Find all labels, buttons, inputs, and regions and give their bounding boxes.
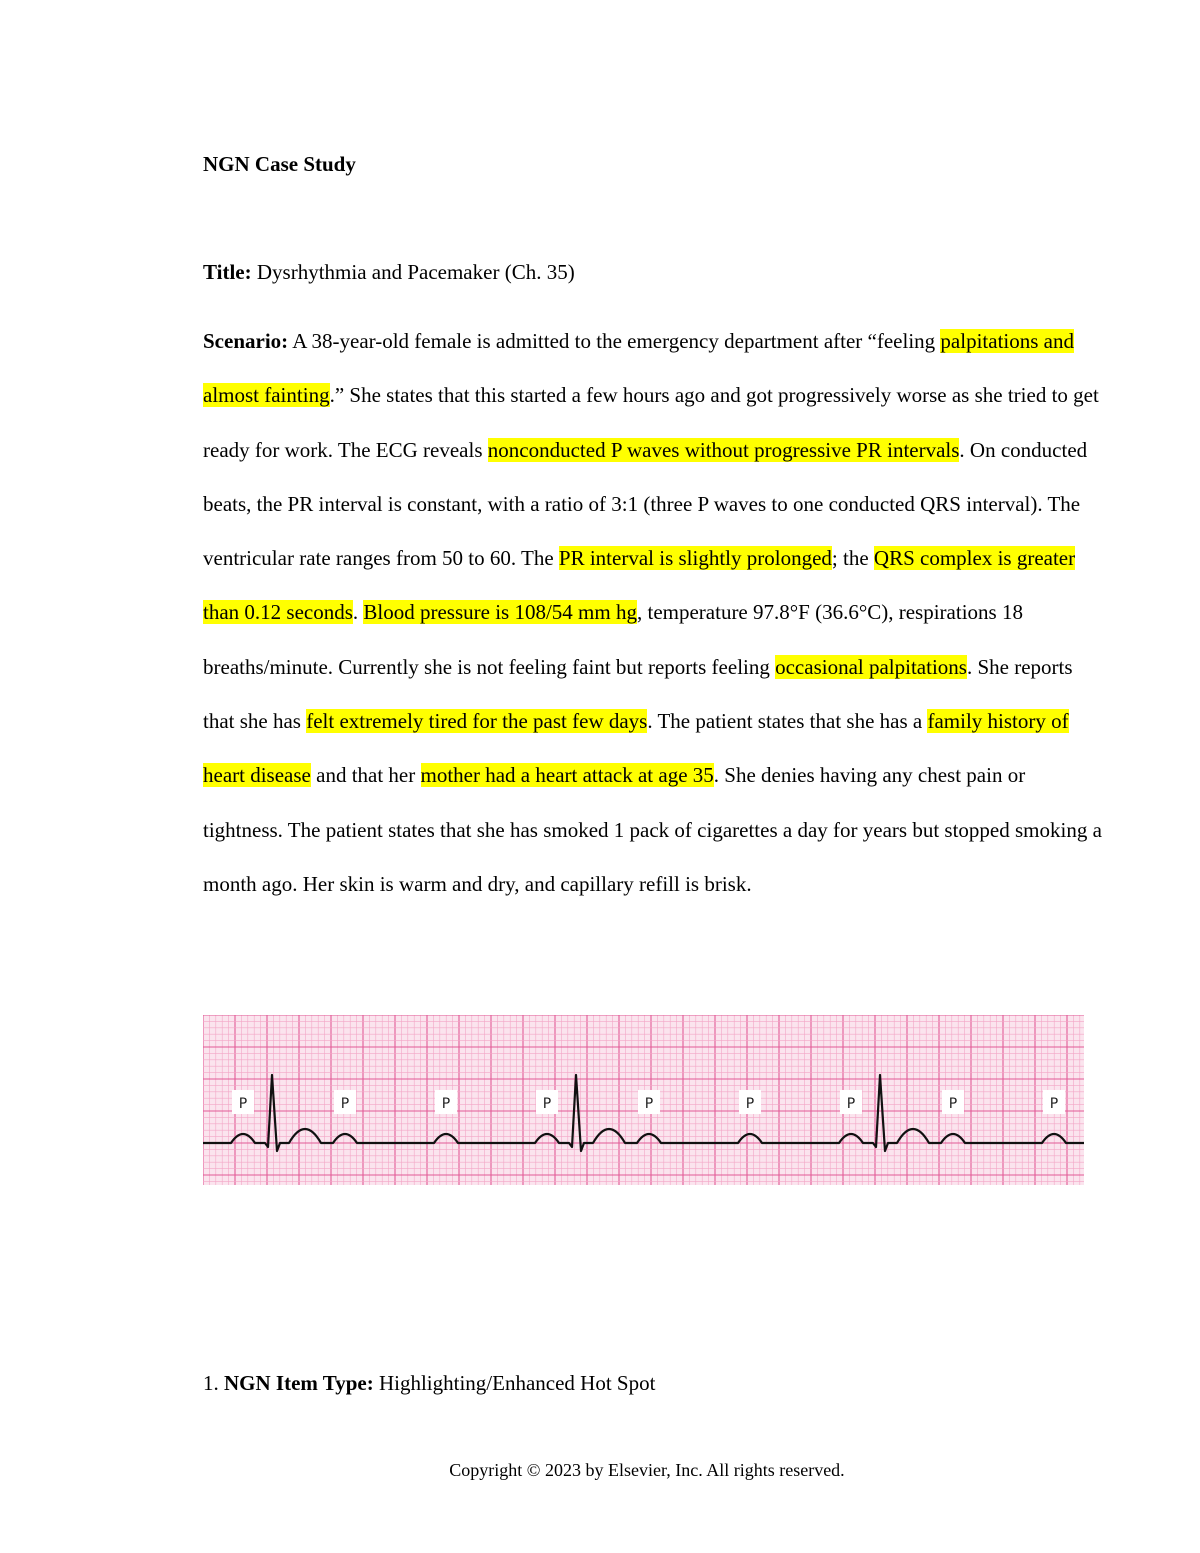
scenario-text: A 38-year-old female is admitted to the emergency department after “feeling bbox=[288, 329, 941, 353]
scenario-text: . She denies having any chest pain or tightness. The patient states that she has smoked 1 pack of cigarettes a day for years but stopped smoking a month ago. Her skin is warm and dry, and capillary refill is brisk. bbox=[203, 763, 1102, 896]
title-value: Dysrhythmia and Pacemaker (Ch. 35) bbox=[256, 260, 575, 284]
highlighted-phrase: palpitations and almost fainting bbox=[203, 329, 1074, 408]
p-wave-label: P bbox=[745, 1096, 755, 1112]
scenario-text: . She reports that she has bbox=[203, 654, 1073, 734]
p-wave-label: P bbox=[340, 1096, 350, 1112]
title-label: Title: bbox=[203, 260, 252, 284]
p-wave-label: P bbox=[1049, 1096, 1059, 1112]
copyright-footer: Copyright © 2023 by Elsevier, Inc. All rights reserved. bbox=[449, 1460, 845, 1480]
question-1 bbox=[203, 1371, 655, 1396]
question-item-type-value: Highlighting/Enhanced Hot Spot bbox=[378, 1371, 656, 1395]
highlighted-phrase: PR interval is slightly prolonged bbox=[558, 546, 832, 571]
p-wave-label: P bbox=[846, 1096, 856, 1112]
scenario-text: ; the bbox=[831, 546, 874, 571]
highlighted-phrase: occasional palpitations bbox=[775, 654, 967, 679]
highlighted-phrase: mother had a heart attack at age 35 bbox=[420, 763, 714, 788]
scenario-label: Scenario: bbox=[203, 329, 289, 353]
highlighted-phrase: Blood pressure is 108/54 mm hg bbox=[363, 600, 637, 625]
title-line bbox=[203, 260, 575, 285]
highlighted-phrase: QRS complex is greater than 0.12 seconds bbox=[203, 546, 1076, 625]
question-number: 1. bbox=[203, 1371, 219, 1395]
highlighted-phrase: nonconducted P waves without progressive PR intervals bbox=[487, 437, 960, 462]
highlighted-phrase: felt extremely tired for the past few days bbox=[306, 709, 648, 734]
scenario-text: .” She states that this started a few hours ago and got progressively worse as she tried to get ready for work. The ECG reveals bbox=[203, 383, 1099, 462]
p-wave-label: P bbox=[948, 1096, 958, 1112]
question-item-type-label: NGN Item Type: bbox=[224, 1371, 374, 1395]
scenario-text: . The patient states that she has a bbox=[647, 709, 928, 734]
p-wave-label: P bbox=[542, 1096, 552, 1112]
p-wave-label: P bbox=[238, 1096, 248, 1112]
ecg-rhythm-strip-image bbox=[203, 1015, 1084, 1185]
scenario-text: and that her bbox=[310, 763, 421, 788]
ecg-strip bbox=[203, 1015, 1084, 1185]
scenario-paragraph bbox=[203, 314, 1103, 911]
highlighted-phrase: family history of heart disease bbox=[203, 709, 1069, 788]
scenario-body bbox=[203, 329, 1102, 896]
scenario-text: . bbox=[352, 600, 364, 625]
scenario-text: . On conducted beats, the PR interval is constant, with a ratio of 3:1 (three P waves to one conducted QRS interval). The ventricular rate ranges from 50 to 60. The bbox=[203, 437, 1088, 571]
p-wave-label: P bbox=[644, 1096, 654, 1112]
document-heading: NGN Case Study bbox=[203, 152, 356, 176]
p-wave-label: P bbox=[441, 1096, 451, 1112]
scenario-text: , temperature 97.8°F (36.6°C), respirations 18 breaths/minute. Currently she is not feeling faint but reports feeling bbox=[203, 600, 1023, 679]
